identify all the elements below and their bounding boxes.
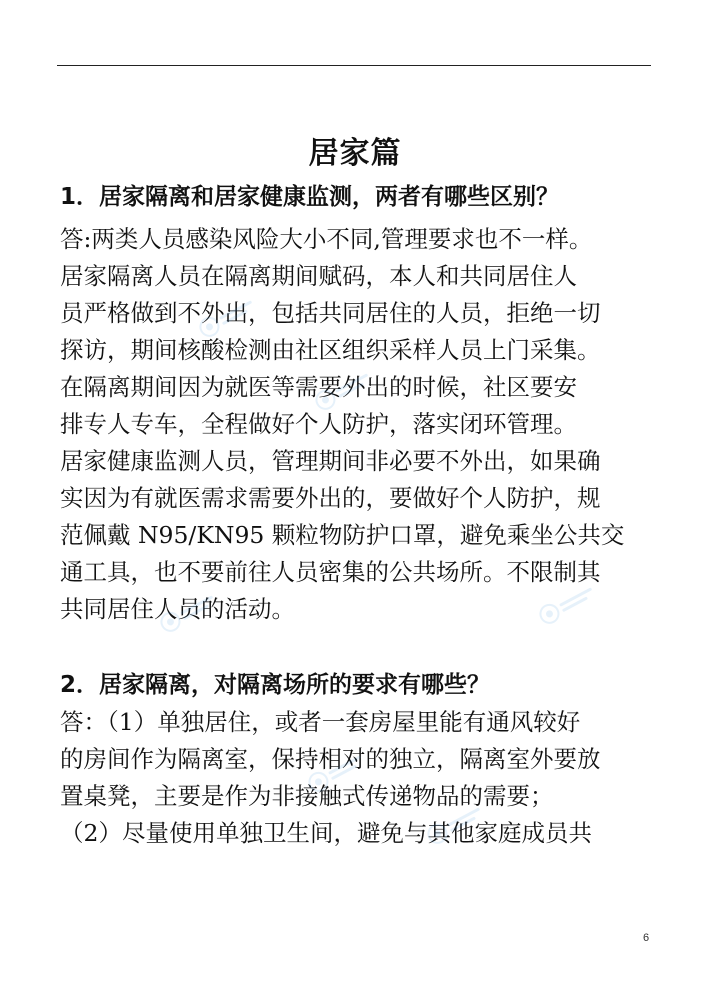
section-1-line: 排专人专车，全程做好个人防护，落实闭环管理。 <box>60 410 577 438</box>
section-1-line: 范佩戴 N95/KN95 颗粒物防护口罩，避免乘坐公共交 <box>60 521 625 549</box>
page-number: 6 <box>643 932 650 944</box>
section-1-line: 实因为有就医需求需要外出的，要做好个人防护，规 <box>60 484 601 512</box>
section-1-line: 答:两类人员感染风险大小不同,管理要求也不一样。 <box>60 225 593 253</box>
section-2-line: 答：（1）单独居住，或者一套房屋里能有通风较好 <box>60 708 581 736</box>
section-1-line: 居家隔离人员在隔离期间赋码，本人和共同居住人 <box>60 262 577 290</box>
section-1-line: 在隔离期间因为就医等需要外出的时候，社区要安 <box>60 373 577 401</box>
page-title: 居家篇 <box>308 136 402 171</box>
section-1-line: 员严格做到不外出，包括共同居住的人员，拒绝一切 <box>60 299 601 327</box>
section-1-line: 居家健康监测人员，管理期间非必要不外出，如果确 <box>60 447 601 475</box>
section-2-line: 的房间作为隔离室，保持相对的独立，隔离室外要放 <box>60 745 601 773</box>
section-2-line: 置桌凳，主要是作为非接触式传递物品的需要； <box>60 782 554 810</box>
section-2-heading: 2．居家隔离，对隔离场所的要求有哪些？ <box>60 672 491 698</box>
header-rule <box>57 65 651 66</box>
section-1-line: 探访，期间核酸检测由社区组织采样人员上门采集。 <box>60 336 601 364</box>
section-1-line: 共同居住人员的活动。 <box>60 595 295 623</box>
section-1-line: 通工具，也不要前往人员密集的公共场所。不限制其 <box>60 558 601 586</box>
section-2-line: （2）尽量使用单独卫生间，避免与其他家庭成员共 <box>60 819 592 847</box>
section-1-heading: 1．居家隔离和居家健康监测，两者有哪些区别？ <box>60 184 560 210</box>
